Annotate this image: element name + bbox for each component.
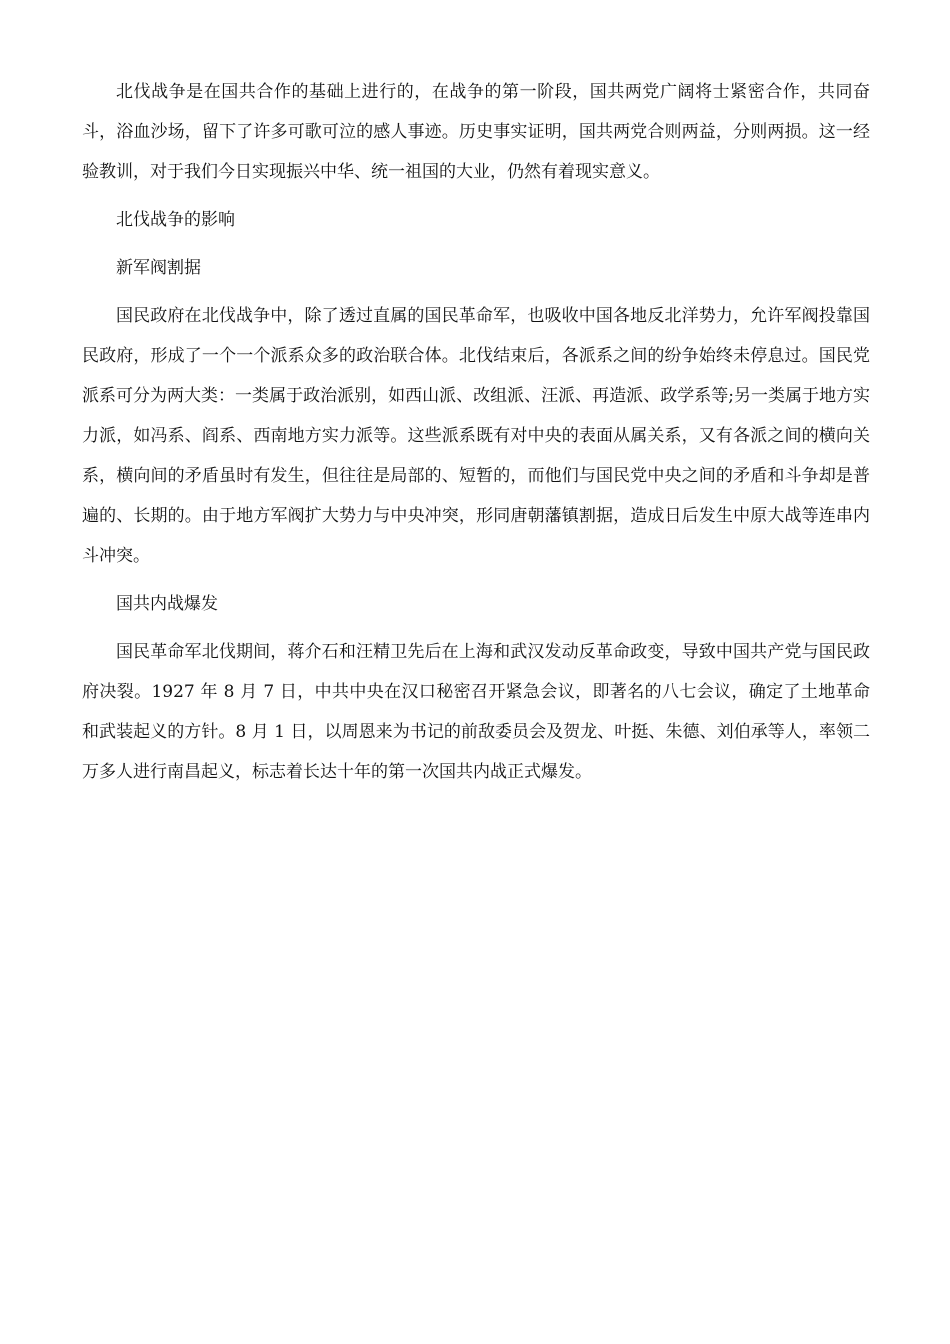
paragraph-intro: 北伐战争是在国共合作的基础上进行的，在战争的第一阶段，国共两党广阔将士紧密合作，共同奋斗，浴血沙场，留下了许多可歌可泣的感人事迹。历史事实证明，国共两党合则两益，分则两损。这一经验教训，对于我们今日实现振兴中华、统一祖国的大业，仍然有着现实意义。 — [82, 82, 870, 182]
paragraph-warlords: 国民政府在北伐战争中，除了透过直属的国民革命军，也吸收中国各地反北洋势力，允许军阀投靠国民政府，形成了一个一个派系众多的政治联合体。北伐结束后，各派系之间的纷争始终未停息过。国民党派系可分为两大类：一类属于政治派别，如西山派、改组派、汪派、再造派、政学系等;另一类属于地方实力派，如冯系、阎系、西南地方实力派等。这些派系既有对中央的表面从属关系，又有各派之间的横向关系，横向间的矛盾虽时有发生，但往往是局部的、短暂的，而他们与国民党中央之间的矛盾和斗争却是普遍的、长期的。由于地方军阀扩大势力与中央冲突，形同唐朝藩镇割据，造成日后发生中原大战等连串内斗冲突。 — [82, 306, 870, 566]
heading-civil-war: 国共内战爆发 — [116, 594, 218, 614]
heading-influence: 北伐战争的影响 — [116, 210, 235, 230]
document-body — [82, 72, 870, 800]
heading-warlords: 新军阀割据 — [116, 258, 201, 278]
paragraph-civil-war: 国民革命军北伐期间，蒋介石和汪精卫先后在上海和武汉发动反革命政变，导致中国共产党与国民政府决裂。1927 年 8 月 7 日，中共中央在汉口秘密召开紧急会议，即著名的八七会议，确定了土地革命和武装起义的方针。8 月 1 日，以周恩来为书记的前敌委员会及贺龙、叶挺、朱德、刘伯承等人，率领二万多人进行南昌起义，标志着长达十年的第一次国共内战正式爆发。 — [82, 642, 870, 782]
